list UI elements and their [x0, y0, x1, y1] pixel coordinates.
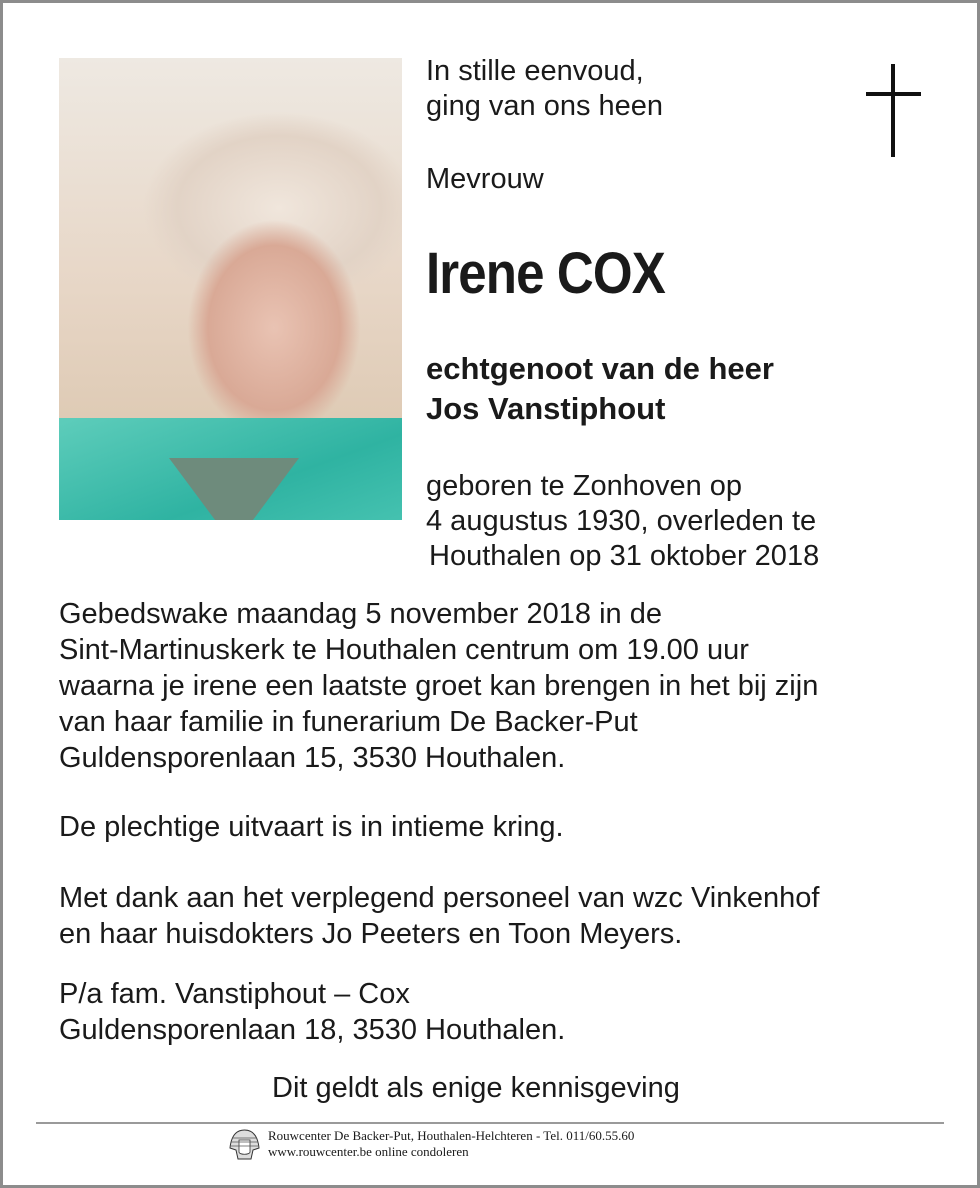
footer-line-1: Rouwcenter De Backer-Put, Houthalen-Helchteren - Tel. 011/60.55.60	[268, 1128, 635, 1143]
title: Mevrouw	[426, 163, 544, 195]
spouse-line-2: Jos Vanstiphout	[426, 391, 666, 426]
dates-line-1: geboren te Zonhoven op	[426, 470, 743, 502]
pharaoh-logo-icon	[228, 1128, 261, 1161]
thanks-line-1: Met dank aan het verplegend personeel van wzc Vinkenhof	[59, 882, 820, 914]
address-line-2: Guldensporenlaan 18, 3530 Houthalen.	[59, 1014, 566, 1046]
footer	[268, 1128, 634, 1160]
portrait-photo	[59, 58, 402, 520]
notice-text: Dit geldt als enige kennisgeving	[272, 1072, 680, 1104]
thanks-line-2: en haar huisdokters Jo Peeters en Toon Meyers.	[59, 918, 683, 950]
spouse-line-1: echtgenoot van de heer	[426, 351, 774, 386]
deceased-name: Irene COX	[426, 241, 665, 306]
dates-line-2: 4 augustus 1930, overleden te	[426, 505, 817, 537]
wake-line-3: waarna je irene een laatste groet kan brengen in het bij zijn	[59, 670, 819, 702]
wake-line-2: Sint-Martinuskerk te Houthalen centrum om 19.00 uur	[59, 634, 749, 666]
intro-line-2: ging van ons heen	[426, 90, 664, 122]
footer-divider	[36, 1122, 944, 1124]
intro-line-1: In stille eenvoud,	[426, 55, 644, 87]
wake-line-4: van haar familie in funerarium De Backer-Put	[59, 706, 638, 738]
address-line-1: P/a fam. Vanstiphout – Cox	[59, 978, 410, 1010]
funeral-text: De plechtige uitvaart is in intieme kring.	[59, 811, 564, 843]
footer-line-2: www.rouwcenter.be online condoleren	[268, 1144, 469, 1159]
dates-line-3: Houthalen op 31 oktober 2018	[429, 540, 820, 572]
wake-line-1: Gebedswake maandag 5 november 2018 in de	[59, 598, 662, 630]
wake-line-5: Guldensporenlaan 15, 3530 Houthalen.	[59, 742, 566, 774]
cross-icon	[866, 64, 921, 157]
